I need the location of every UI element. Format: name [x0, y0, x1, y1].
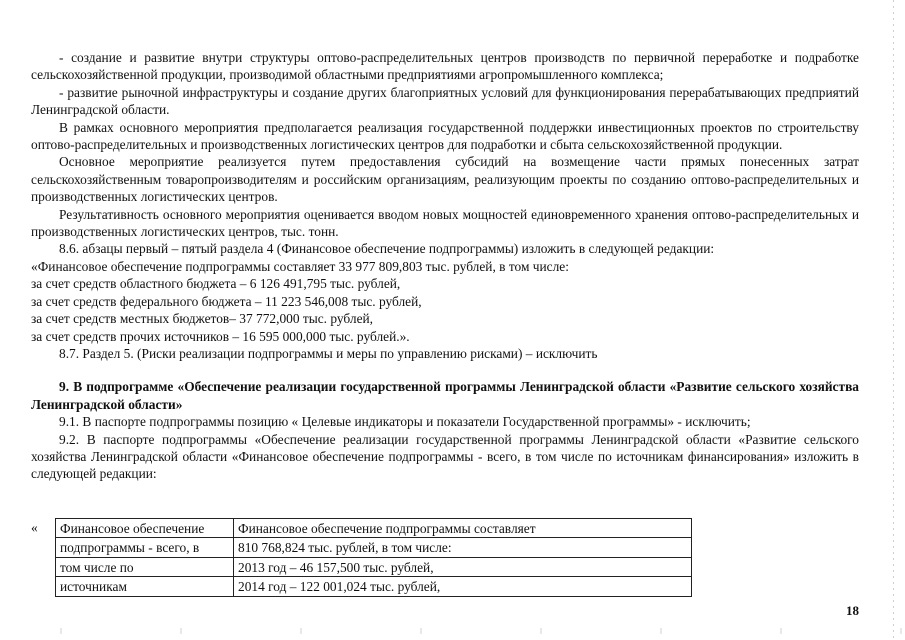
paragraph-8-6: 8.6. абзацы первый – пятый раздела 4 (Финансовое обеспечение подпрограммы) изложить в следующей редакции: — [59, 241, 715, 257]
table-cell-label: Финансовое обеспечение — [56, 519, 234, 538]
financing-table — [55, 518, 692, 597]
financing-total-line: «Финансовое обеспечение подпрограммы составляет 33 977 809,803 тыс. рублей, в том числе: — [31, 258, 569, 274]
table-row — [56, 577, 692, 596]
financing-other-line: за счет средств прочих источников – 16 595 000,000 тыс. рублей.». — [31, 328, 410, 344]
table-cell-value: 2013 год – 46 157,500 тыс. рублей, — [234, 557, 692, 576]
paragraph-2: - развитие рыночной инфраструктуры и создание других благоприятных условий для функционирования перерабатывающих предприятий Ленинградской области. — [31, 84, 859, 118]
scan-edge-line — [893, 0, 894, 640]
page-number: 18 — [846, 603, 859, 618]
paragraph-8-7: 8.7. Раздел 5. (Риски реализации подпрограммы и меры по управлению рисками) – исключить — [59, 345, 598, 361]
paragraph-5: Результативность основного мероприятия оценивается вводом новых мощностей единовременного хранения оптово-распределительных и производственных логистических центров, тыс. тонн. — [31, 206, 859, 240]
table-row — [56, 538, 692, 557]
financing-local-line: за счет средств местных бюджетов– 37 772,000 тыс. рублей, — [31, 311, 374, 327]
section-9-heading: 9. В подпрограмме «Обеспечение реализации государственной программы Ленинградской области «Развитие сельского хозяйства Ленинградской области» — [31, 379, 859, 412]
table-cell-label: источникам — [56, 577, 234, 596]
paragraph-4: Основное мероприятие реализуется путем предоставления субсидий на возмещение части прямых понесенных затрат сельскохозяйственным товаропроизводителям и российским организациям, реализующим проекты по созданию оптово-распределительных и производственных логистических центров. — [31, 154, 859, 205]
table-cell-value: 810 768,824 тыс. рублей, в том числе: — [234, 538, 692, 557]
paragraph-3: В рамках основного мероприятия предполагается реализация государственной поддержки инвестиционных проектов по строительству оптово-распределительных и производственных логистических центров для подработки и сбыта сельскохозяйственной продукции. — [31, 119, 859, 153]
paragraph-9-1: 9.1. В паспорте подпрограммы позицию « Целевые индикаторы и показатели Государственной программы» - исключить; — [59, 414, 751, 430]
table-row — [56, 557, 692, 576]
opening-quote-mark: « — [31, 520, 38, 535]
table-cell-label: том числе по — [56, 557, 234, 576]
table-cell-label: подпрограммы - всего, в — [56, 538, 234, 557]
paragraph-1: - создание и развитие внутри структуры оптово-распределительных центров производств по первичной переработке и подработке сельскохозяйственной продукции, производимой областными предприятиями агропромышленного комплекса; — [31, 50, 859, 83]
financing-federal-line: за счет средств федерального бюджета – 11 223 546,008 тыс. рублей, — [31, 293, 422, 309]
table-cell-value: Финансовое обеспечение подпрограммы составляет — [234, 519, 692, 538]
scan-noise — [0, 628, 905, 634]
financing-regional-line: за счет средств областного бюджета – 6 126 491,795 тыс. рублей, — [31, 276, 401, 292]
table-row — [56, 519, 692, 538]
body-text — [31, 49, 859, 483]
paragraph-9-2: 9.2. В паспорте подпрограммы «Обеспечение реализации государственной программы Ленинградской области «Развитие сельского хозяйства Ленинградской области «Финансовое обеспечение подпрограммы - всего, в том числе по источникам финансирования» изложить в следующей редакции: — [31, 431, 859, 482]
table-cell-value: 2014 год – 122 001,024 тыс. рублей, — [234, 577, 692, 596]
